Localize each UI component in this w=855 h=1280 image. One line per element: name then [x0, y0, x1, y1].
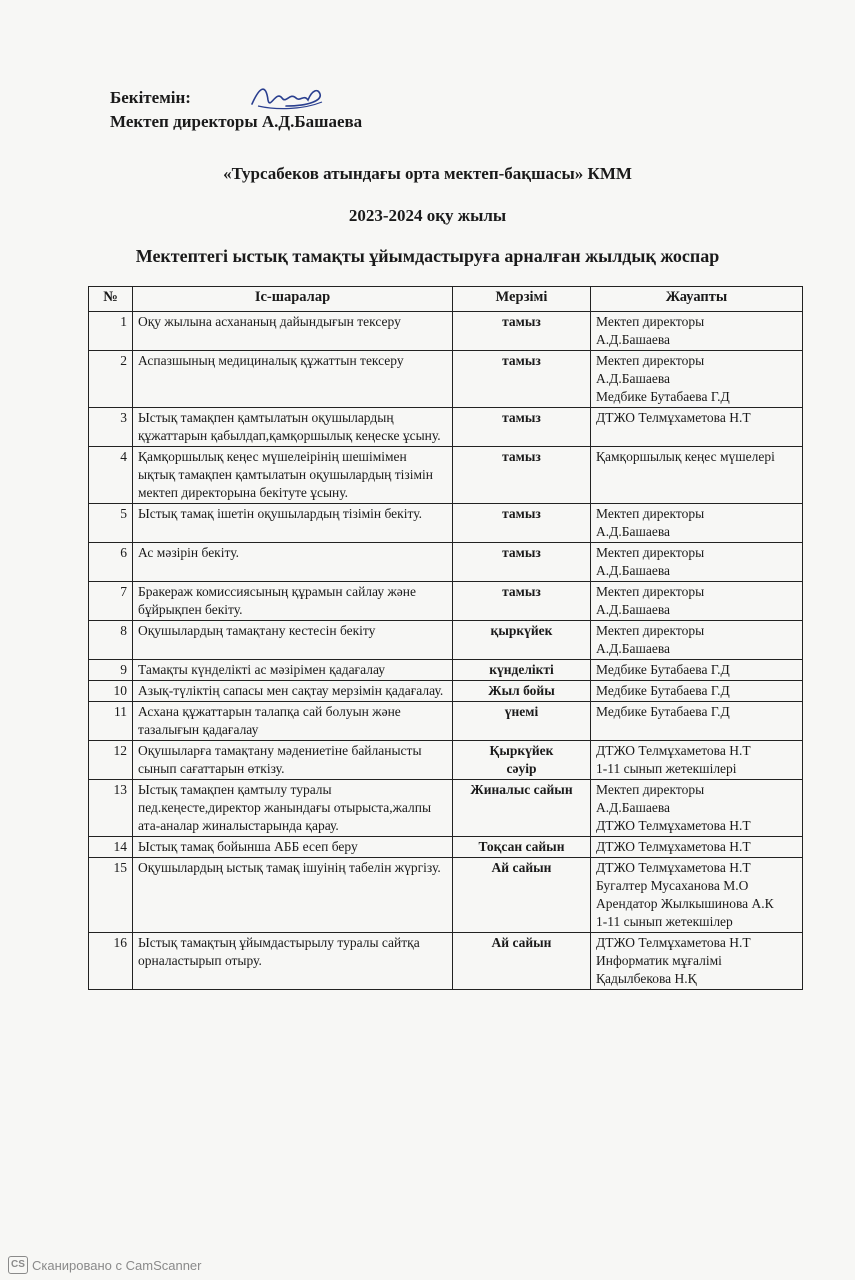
approval-director: Мектеп директоры А.Д.Башаева	[110, 112, 363, 131]
row-activity: Ас мәзірін бекіту.	[133, 543, 453, 582]
row-number: 12	[89, 741, 133, 780]
row-number: 15	[89, 858, 133, 933]
row-term: тамыз	[453, 504, 591, 543]
table-header-row	[89, 287, 803, 312]
row-responsible: Мектеп директоры А.Д.Башаева Медбике Бутабаева Г.Д	[591, 351, 803, 408]
row-number: 4	[89, 447, 133, 504]
approval-label: Бекітемін:	[110, 88, 191, 107]
table-row	[89, 543, 803, 582]
table-row	[89, 681, 803, 702]
row-responsible: ДТЖО Телмұхаметова Н.Т 1-11 сынып жетекшілері	[591, 741, 803, 780]
row-activity: Азық-түліктің сапасы мен сақтау мерзімін қадағалау.	[133, 681, 453, 702]
scanner-watermark	[8, 1256, 201, 1274]
row-responsible: ДТЖО Телмұхаметова Н.Т Бугалтер Мусаханова М.О Арендатор Жылкышинова А.К 1-11 сынып жетекшілер	[591, 858, 803, 933]
row-number: 2	[89, 351, 133, 408]
row-activity: Бракераж комиссиясының құрамын сайлау және бұйрықпен бекіту.	[133, 582, 453, 621]
table-row	[89, 447, 803, 504]
row-number: 1	[89, 312, 133, 351]
row-number: 6	[89, 543, 133, 582]
row-number: 5	[89, 504, 133, 543]
table-row	[89, 312, 803, 351]
row-responsible: ДТЖО Телмұхаметова Н.Т	[591, 408, 803, 447]
organization-title: «Турсабеков атындағы орта мектеп-бақшасы» КММ	[223, 164, 632, 183]
row-activity: Оқушылардың тамақтану кестесін бекіту	[133, 621, 453, 660]
table-row	[89, 351, 803, 408]
row-activity: Оқушыларға тамақтану мәдениетіне байланысты сынып сағаттарын өткізу.	[133, 741, 453, 780]
row-activity: Асхана құжаттарын талапқа сай болуын және тазалығын қадағалау	[133, 702, 453, 741]
row-number: 16	[89, 933, 133, 990]
header-number: №	[89, 287, 133, 312]
row-term: Ай сайын	[453, 933, 591, 990]
row-responsible: Медбике Бутабаева Г.Д	[591, 681, 803, 702]
header-term: Мерзімі	[453, 287, 591, 312]
row-activity: Ыстық тамақтың ұйымдастырылу туралы сайтқа орналастырып отыру.	[133, 933, 453, 990]
row-responsible: Мектеп директоры А.Д.Башаева	[591, 543, 803, 582]
document-title: Мектептегі ыстық тамақты ұйымдастыруға арналған жылдық жоспар	[135, 246, 720, 266]
row-responsible: ДТЖО Телмұхаметова Н.Т	[591, 837, 803, 858]
table-row	[89, 780, 803, 837]
row-term: тамыз	[453, 582, 591, 621]
row-term: Ай сайын	[453, 858, 591, 933]
row-activity: Ыстық тамақпен қамтылатын оқушылардың құжаттарын қабылдап,қамқоршылық кеңеске ұсыну.	[133, 408, 453, 447]
row-term: тамыз	[453, 447, 591, 504]
row-activity: Тамақты күнделікті ас мәзірімен қадағалау	[133, 660, 453, 681]
table-row	[89, 741, 803, 780]
table-row	[89, 582, 803, 621]
table-row	[89, 660, 803, 681]
header-responsible: Жауапты	[591, 287, 803, 312]
row-responsible: ДТЖО Телмұхаметова Н.Т Информатик мұғалімі Қадылбекова Н.Қ	[591, 933, 803, 990]
row-number: 9	[89, 660, 133, 681]
scanner-text: Сканировано с CamScanner	[32, 1257, 202, 1273]
table-row	[89, 621, 803, 660]
table-row	[89, 504, 803, 543]
row-activity: Ыстық тамақ ішетін оқушылардың тізімін бекіту.	[133, 504, 453, 543]
table-body	[89, 312, 803, 990]
row-responsible: Медбике Бутабаева Г.Д	[591, 660, 803, 681]
table-row	[89, 933, 803, 990]
row-number: 13	[89, 780, 133, 837]
row-responsible: Мектеп директоры А.Д.Башаева	[591, 312, 803, 351]
row-number: 10	[89, 681, 133, 702]
row-term: қыркүйек	[453, 621, 591, 660]
row-term: Жиналыс сайын	[453, 780, 591, 837]
row-activity: Қамқоршылық кеңес мүшелеірінің шешімімен ықтық тамақпен қамтылатын оқушылардың тізімін мектеп директорына бекітуте ұсыну.	[133, 447, 453, 504]
row-term: күнделікті	[453, 660, 591, 681]
row-term: тамыз	[453, 543, 591, 582]
row-term: тамыз	[453, 408, 591, 447]
table-row	[89, 408, 803, 447]
header-activities: Іс-шаралар	[133, 287, 453, 312]
row-responsible: Мектеп директоры А.Д.Башаева	[591, 621, 803, 660]
row-term: Қыркүйек сәуір	[453, 741, 591, 780]
row-number: 7	[89, 582, 133, 621]
row-term: Жыл бойы	[453, 681, 591, 702]
row-activity: Оқушылардың ыстық тамақ ішуінің табелін жүргізу.	[133, 858, 453, 933]
row-term: Тоқсан сайын	[453, 837, 591, 858]
row-activity: Оқу жылына асхананың дайындығын тексеру	[133, 312, 453, 351]
table-row	[89, 837, 803, 858]
row-number: 3	[89, 408, 133, 447]
row-term: тамыз	[453, 351, 591, 408]
academic-year: 2023-2024 оқу жылы	[348, 206, 507, 225]
camscanner-icon: CS	[8, 1256, 28, 1274]
row-responsible: Медбике Бутабаева Г.Д	[591, 702, 803, 741]
row-responsible: Мектеп директоры А.Д.Башаева	[591, 504, 803, 543]
row-term: тамыз	[453, 312, 591, 351]
signature-image	[246, 80, 326, 114]
row-number: 11	[89, 702, 133, 741]
table-row	[89, 858, 803, 933]
table-row	[89, 702, 803, 741]
row-activity: Аспазшының медициналық құжаттын тексеру	[133, 351, 453, 408]
row-activity: Ыстық тамақ бойынша АББ есеп беру	[133, 837, 453, 858]
row-number: 8	[89, 621, 133, 660]
row-term: үнемі	[453, 702, 591, 741]
row-responsible: Қамқоршылық кеңес мүшелері	[591, 447, 803, 504]
row-responsible: Мектеп директоры А.Д.Башаева	[591, 582, 803, 621]
row-activity: Ыстық тамақпен қамтылу туралы пед.кеңесте,директор жанындағы отырыста,жалпы ата-аналар жиналыстарында қарау.	[133, 780, 453, 837]
row-number: 14	[89, 837, 133, 858]
row-responsible: Мектеп директоры А.Д.Башаева ДТЖО Телмұхаметова Н.Т	[591, 780, 803, 837]
annual-plan-table	[88, 286, 803, 990]
